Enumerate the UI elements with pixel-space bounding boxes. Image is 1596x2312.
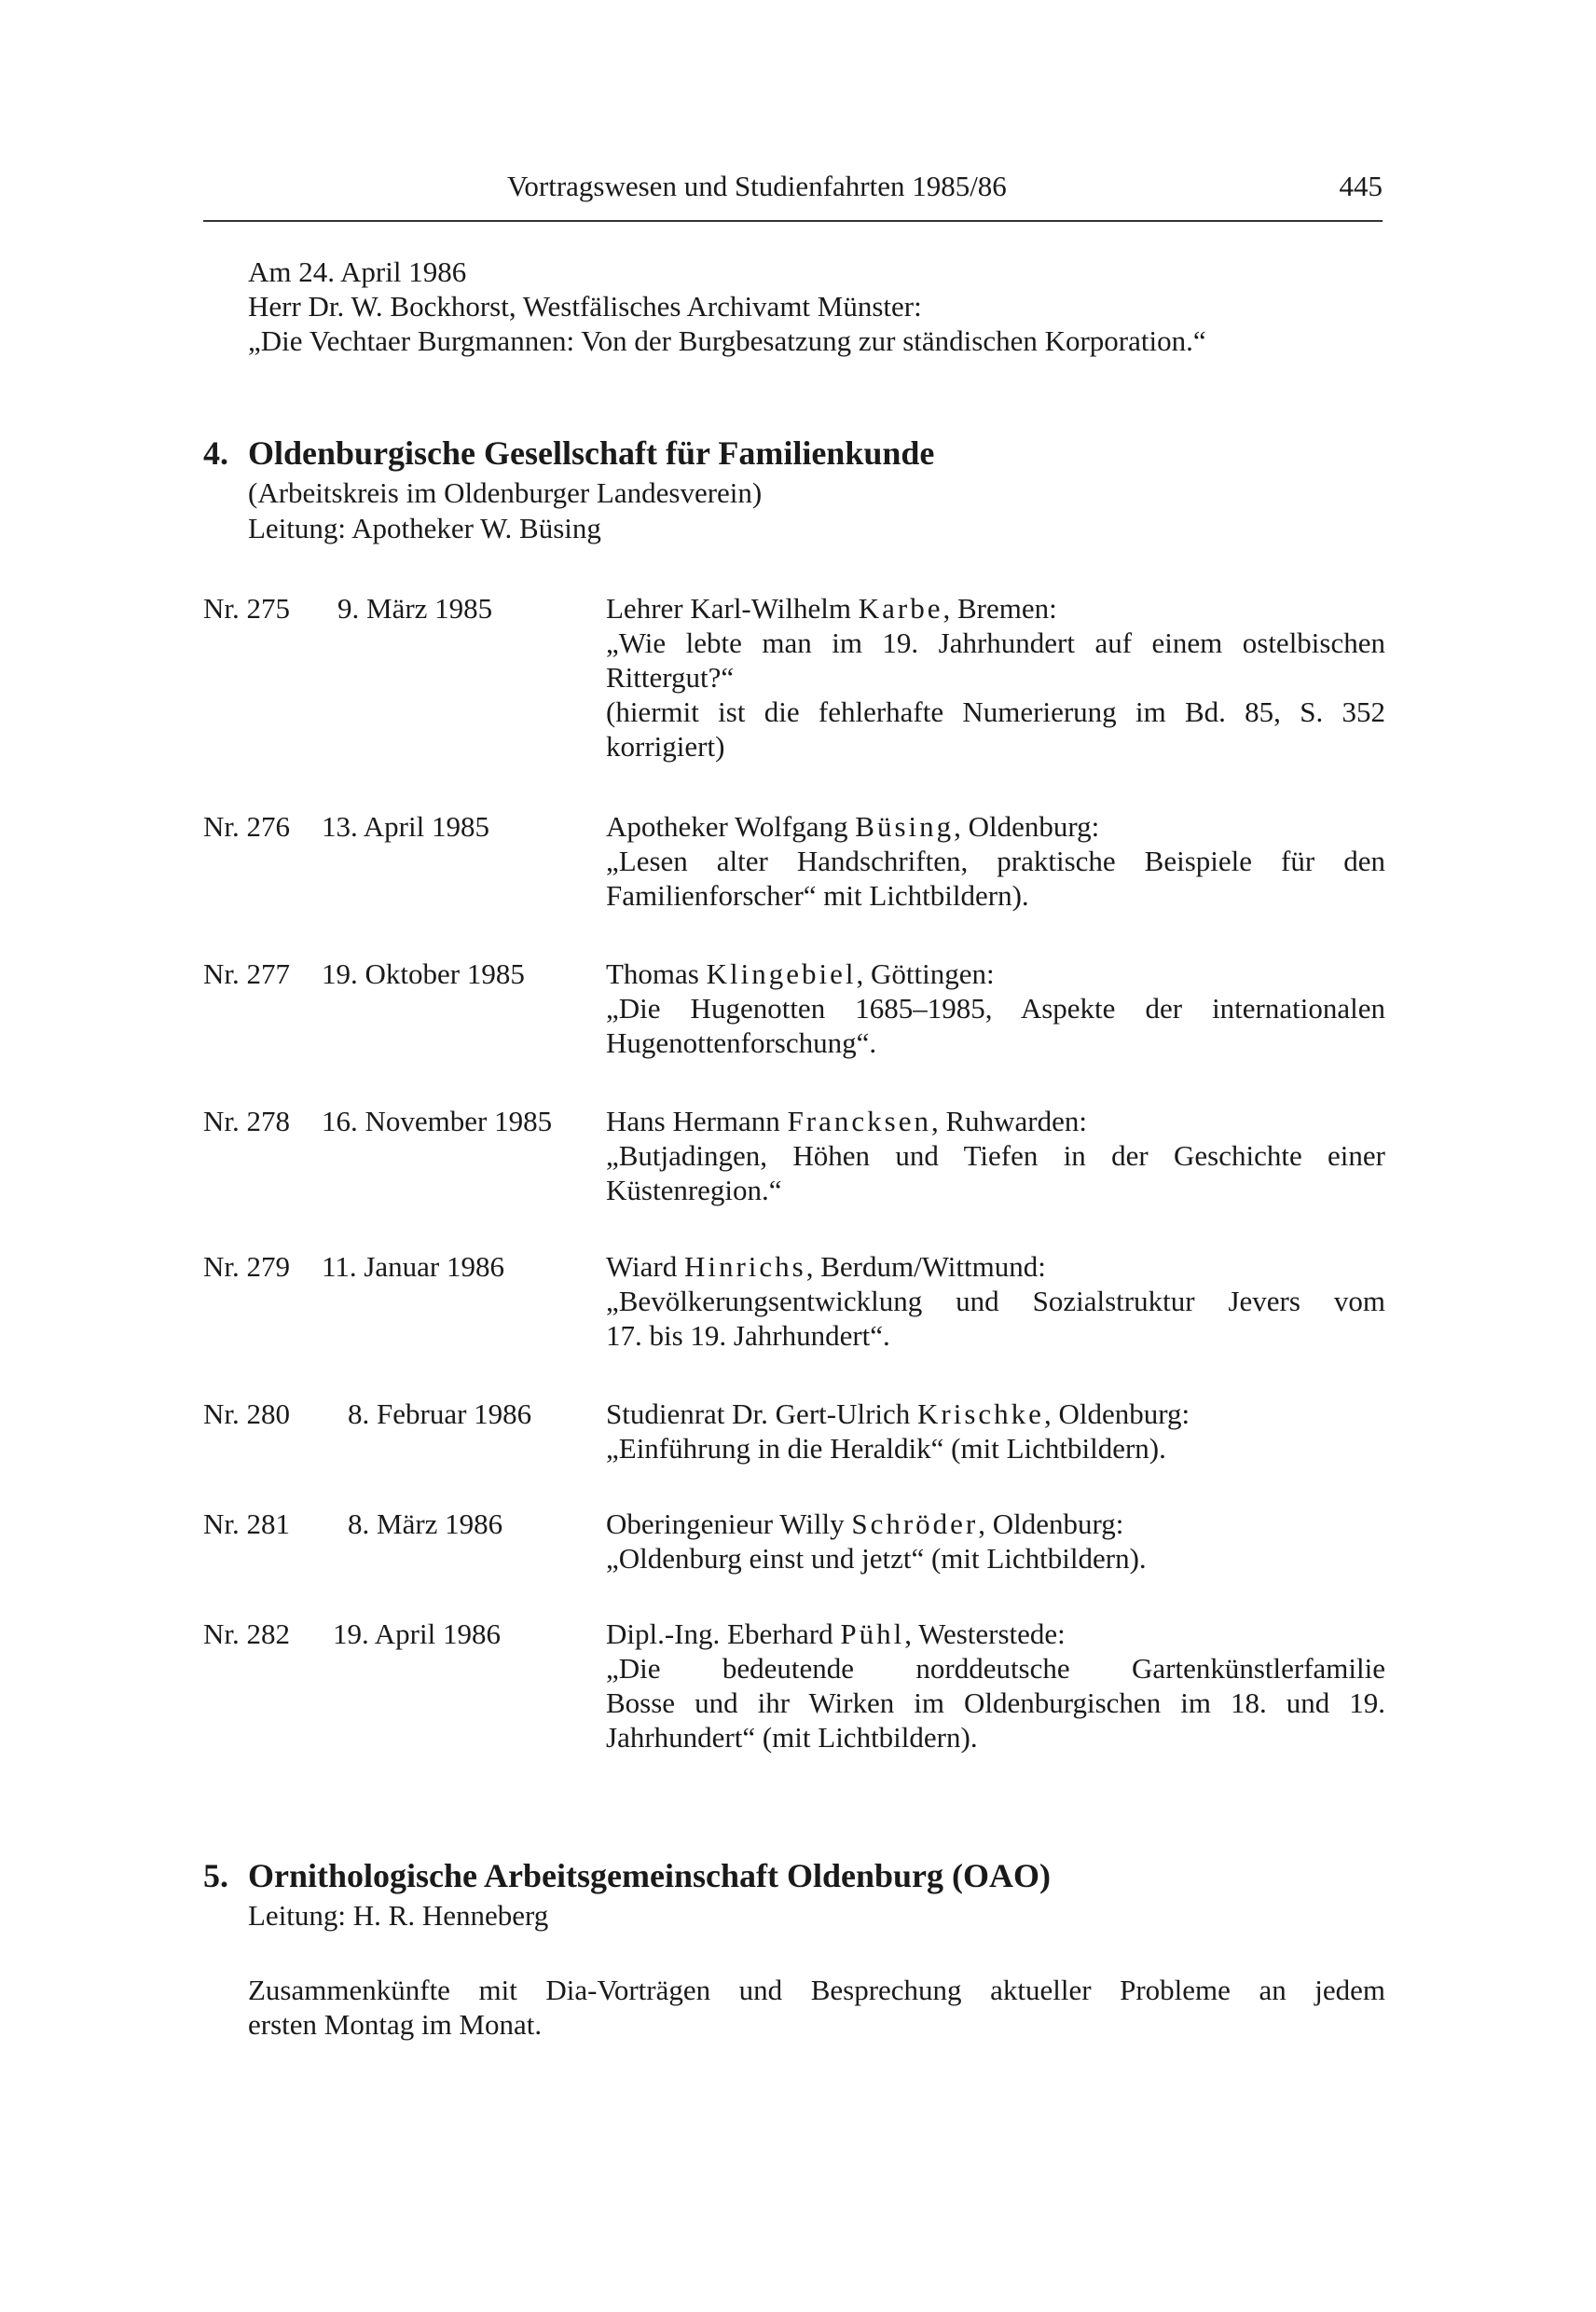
- entry-body: [606, 809, 1385, 913]
- speaker-name: Francksen: [787, 1105, 931, 1137]
- section-5-leader: Leitung: H. R. Henneberg: [248, 1899, 549, 1932]
- paragraph-line: Zusammenkünfte mit Dia-Vorträgen und Besprechung aktueller Probleme an jedem: [248, 1974, 1385, 2006]
- intro-date: Am 24. April 1986: [248, 255, 467, 288]
- section-4-subtitle: (Arbeitskreis im Oldenburger Landesverein): [248, 476, 763, 509]
- entry-line: Jahrhundert“ (mit Lichtbildern).: [606, 1721, 978, 1754]
- entry-body: [606, 1249, 1385, 1353]
- entry-date: 16. November 1985: [322, 1105, 553, 1137]
- entry-body: [606, 1507, 1385, 1576]
- section-5-title: Ornithologische Arbeitsgemeinschaft Oldenburg (OAO): [248, 1857, 1051, 1894]
- entry-body: [606, 1617, 1385, 1755]
- entry-speaker: Thomas Klingebiel, Göttingen:: [606, 957, 995, 990]
- entry-number: Nr. 280: [203, 1397, 290, 1430]
- section-5-paragraph: [248, 1973, 1385, 2042]
- entry-speaker: Wiard Hinrichs, Berdum/Wittmund:: [606, 1250, 1046, 1283]
- entry-date: 19. April 1986: [333, 1617, 501, 1650]
- entry-body: [606, 956, 1385, 1060]
- entry-line: „Butjadingen, Höhen und Tiefen in der Geschichte einer: [606, 1139, 1385, 1172]
- speaker-name: Pühl: [840, 1617, 905, 1650]
- section-5-number: 5.: [203, 1857, 228, 1894]
- entry-line: „Die bedeutende norddeutsche Gartenkünstlerfamilie: [606, 1652, 1385, 1685]
- entry-speaker: Hans Hermann Francksen, Ruhwarden:: [606, 1105, 1087, 1137]
- page-number: 445: [1339, 170, 1383, 202]
- entry-line: „Lesen alter Handschriften, praktische Beispiele für den: [606, 845, 1385, 877]
- entry-speaker: Apotheker Wolfgang Büsing, Oldenburg:: [606, 810, 1100, 843]
- entry-line: Familienforscher“ mit Lichtbildern).: [606, 879, 1029, 912]
- speaker-name: Klingebiel: [706, 957, 857, 990]
- entry-line: „Einführung in die Heraldik“ (mit Lichtbildern).: [606, 1432, 1166, 1465]
- entry-number: Nr. 275: [203, 592, 290, 625]
- entry-date: 13. April 1985: [322, 810, 489, 843]
- entry-number: Nr. 281: [203, 1507, 290, 1540]
- entry-speaker: Studienrat Dr. Gert-Ulrich Krischke, Oldenburg:: [606, 1397, 1190, 1430]
- intro-speaker: Herr Dr. W. Bockhorst, Westfälisches Archivamt Münster:: [248, 290, 922, 323]
- speaker-name: Hinrichs: [683, 1250, 806, 1283]
- section-4-leader: Leitung: Apotheker W. Büsing: [248, 512, 601, 544]
- section-4-number: 4.: [203, 434, 228, 472]
- entry-line: „Oldenburg einst und jetzt“ (mit Lichtbildern).: [606, 1542, 1147, 1575]
- entry-line: Hugenottenforschung“.: [606, 1026, 877, 1059]
- entry-date: 11. Januar 1986: [322, 1250, 505, 1283]
- paragraph-line: ersten Montag im Monat.: [248, 2008, 543, 2041]
- running-title: Vortragswesen und Studienfahrten 1985/86: [507, 170, 1007, 202]
- entry-number: Nr. 282: [203, 1617, 290, 1650]
- section-5-heading: [203, 1855, 1051, 1896]
- speaker-name: Karbe: [858, 592, 943, 625]
- entry-line: Rittergut?“: [606, 661, 735, 694]
- entry-line: Bosse und ihr Wirken im Oldenburgischen im 18. und 19.: [606, 1686, 1385, 1719]
- entry-date: 9. März 1985: [337, 592, 493, 625]
- entry-line: 17. bis 19. Jahrhundert“.: [606, 1319, 890, 1352]
- entry-date: 19. Oktober 1985: [322, 957, 525, 990]
- entry-line: „Bevölkerungsentwicklung und Sozialstruktur Jevers vom: [606, 1285, 1385, 1317]
- entry-number: Nr. 277: [203, 957, 290, 990]
- speaker-name: Schröder: [851, 1507, 979, 1540]
- entry-line: korrigiert): [606, 730, 725, 763]
- entry-body: [606, 1397, 1385, 1466]
- header-rule: [203, 220, 1383, 222]
- section-4-title: Oldenburgische Gesellschaft für Familienkunde: [248, 434, 935, 472]
- entry-number: Nr. 278: [203, 1105, 290, 1137]
- entry-line: (hiermit ist die fehlerhafte Numerierung im Bd. 85, S. 352: [606, 695, 1385, 728]
- entry-line: „Wie lebte man im 19. Jahrhundert auf einem ostelbischen: [606, 626, 1385, 659]
- entry-date: 8. Februar 1986: [348, 1397, 532, 1430]
- speaker-name: Büsing: [855, 810, 955, 843]
- entry-line: Küstenregion.“: [606, 1174, 782, 1206]
- section-4-heading: [203, 433, 934, 474]
- entry-date: 8. März 1986: [348, 1507, 503, 1540]
- entry-body: [606, 591, 1385, 764]
- entry-body: [606, 1104, 1385, 1207]
- entry-number: Nr. 276: [203, 810, 290, 843]
- entry-speaker: Lehrer Karl-Wilhelm Karbe, Bremen:: [606, 592, 1057, 625]
- entry-line: „Die Hugenotten 1685–1985, Aspekte der internationalen: [606, 992, 1385, 1025]
- entry-speaker: Oberingenieur Willy Schröder, Oldenburg:: [606, 1507, 1124, 1540]
- speaker-name: Krischke: [917, 1397, 1044, 1430]
- entry-number: Nr. 279: [203, 1250, 290, 1283]
- intro-talk: „Die Vechtaer Burgmannen: Von der Burgbesatzung zur ständischen Korporation.“: [248, 324, 1206, 357]
- intro-lecture: [248, 255, 1206, 358]
- entry-speaker: Dipl.-Ing. Eberhard Pühl, Westerstede:: [606, 1617, 1066, 1650]
